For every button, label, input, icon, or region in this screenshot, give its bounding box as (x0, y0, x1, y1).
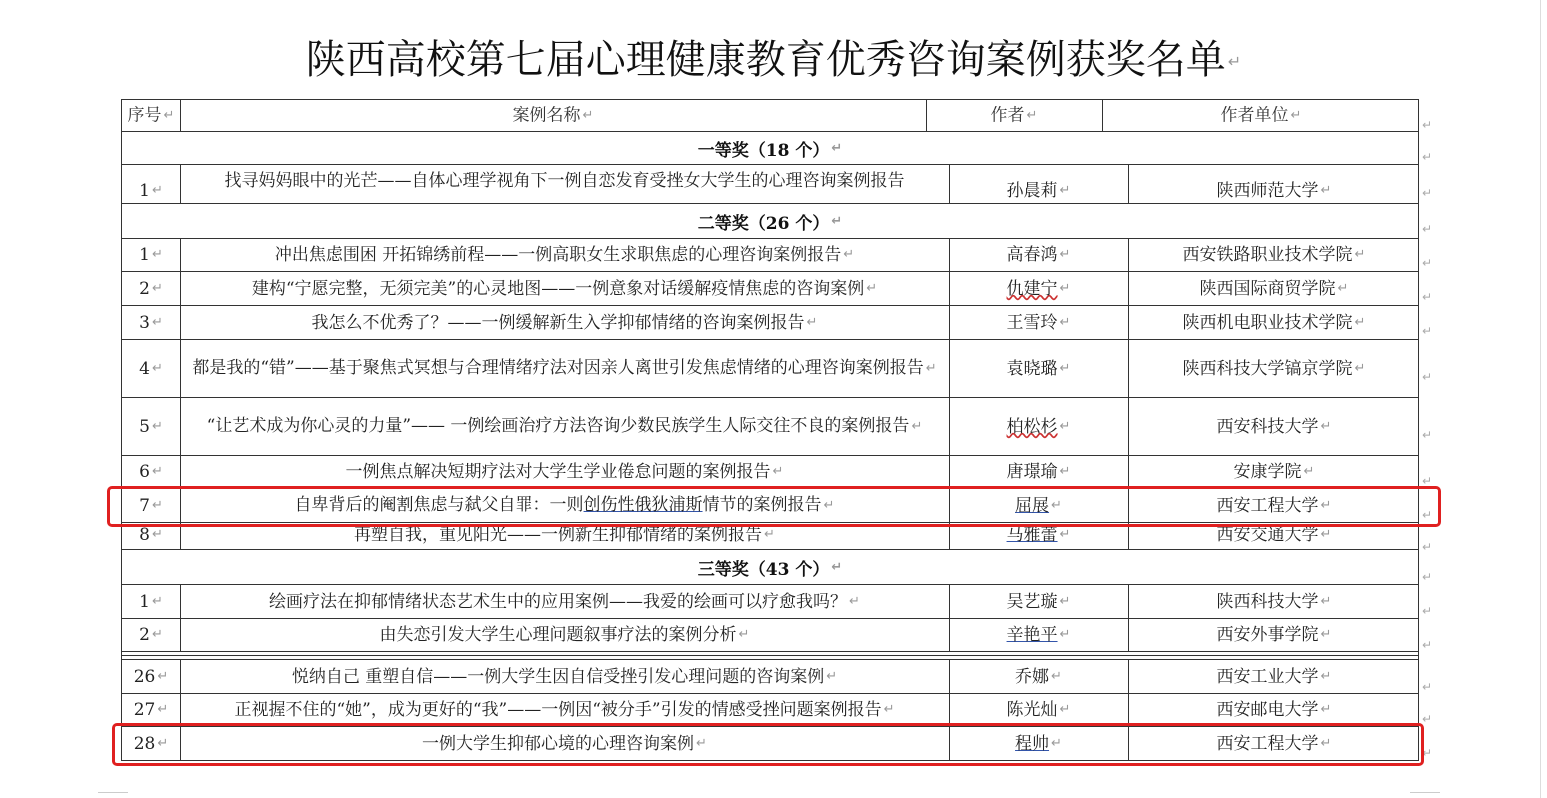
case-name: 再塑自我，重见阳光——一例新生抑郁情绪的案例报告 ↵ (354, 525, 775, 545)
case-name: 建构“宁愿完整，无须完美”的心灵地图——一例意象对话缓解疫情焦虑的咨询案例 ↵ (251, 278, 878, 299)
row-end-mark-icon: ↵ (1422, 508, 1433, 522)
row-end-mark-icon: ↵ (1422, 604, 1433, 618)
table-row: 6 ↵ 一例焦点解决短期疗法对大学生学业倦怠问题的案例报告 ↵ 唐璟瑜 ↵ 安康学院 ↵ (121, 456, 1419, 489)
table-row: 8 ↵ 再塑自我，重见阳光——一例新生抑郁情绪的案例报告 ↵ 马雅蕾 ↵ 西安交通大学 ↵ (121, 523, 1419, 550)
case-name: 悦纳自己 重塑自信——一例大学生因自信受挫引发心理问题的咨询案例 ↵ (291, 666, 838, 687)
case-name: 自卑背后的阉割焦虑与弑父自罪：一则创伤性俄狄浦斯情节的案例报告 ↵ (294, 495, 835, 516)
author: 孙晨莉 ↵ (1006, 181, 1071, 201)
unit: 陕西机电职业技术学院 ↵ (1182, 312, 1366, 333)
unit: 西安铁路职业技术学院 ↵ (1182, 245, 1366, 265)
page-corner-mark (1410, 792, 1440, 793)
author: 王雪玲 ↵ (1006, 312, 1071, 333)
paragraph-mark-icon: ↵ (1227, 52, 1242, 71)
table-header-row (121, 99, 1419, 132)
author: 马雅蕾 ↵ (1006, 525, 1071, 545)
table-row: 5 ↵ “让艺术成为你心灵的力量”—— 一例绘画治疗方法咨询少数民族学生人际交往不良的案例报告 ↵ 柏松杉 ↵ 西安科技大学 ↵ (121, 398, 1419, 456)
unit: 西安邮电大学 ↵ (1216, 700, 1332, 720)
table-row: 27 ↵ 正视握不住的“她”，成为更好的“我”——一例因“被分手”引发的情感受挫问题案例报告 ↵ 陈光灿 ↵ 西安邮电大学 ↵ (121, 694, 1419, 727)
unit: 西安外事学院 ↵ (1216, 625, 1332, 645)
row-end-mark-icon: ↵ (1422, 712, 1433, 726)
row-end-mark-icon: ↵ (1422, 186, 1433, 200)
section-second-prize: 二等奖（26 个） ↵ (121, 204, 1419, 239)
section-third-prize: 三等奖（43 个） ↵ (121, 550, 1419, 585)
unit: 西安工程大学 ↵ (1216, 733, 1332, 754)
unit: 西安工程大学 ↵ (1216, 495, 1332, 516)
row-end-mark-icon: ↵ (1422, 324, 1433, 338)
table-row: 2 ↵ 建构“宁愿完整，无须完美”的心灵地图——一例意象对话缓解疫情焦虑的咨询案例 ↵ 仇建宁 ↵ 陕西国际商贸学院 ↵ (121, 272, 1419, 306)
row-end-mark-icon: ↵ (1422, 428, 1433, 442)
case-name: 冲出焦虑围困 开拓锦绣前程——一例高职女生求职焦虑的心理咨询案例报告 ↵ (274, 245, 855, 265)
row-end-mark-icon: ↵ (1422, 746, 1433, 760)
case-name: 我怎么不优秀了？——一例缓解新生入学抑郁情绪的咨询案例报告 ↵ (311, 312, 818, 333)
row-end-mark-icon: ↵ (1422, 638, 1433, 652)
table-row: 1 ↵ 找寻妈妈眼中的光芒——自体心理学视角下一例自恋发育受挫女大学生的心理咨询案例报告 孙晨莉 ↵ 陕西师范大学 ↵ (121, 165, 1419, 204)
table-row-highlighted: 7 ↵ 自卑背后的阉割焦虑与弑父自罪：一则创伤性俄狄浦斯情节的案例报告 ↵ 屈展 ↵ 西安工程大学 ↵ (121, 489, 1419, 523)
author: 唐璟瑜 ↵ (1006, 462, 1071, 482)
case-name: 找寻妈妈眼中的光芒——自体心理学视角下一例自恋发育受挫女大学生的心理咨询案例报告 (224, 171, 905, 191)
author: 吴艺璇 ↵ (1006, 591, 1071, 612)
author: 袁晓璐 ↵ (1006, 358, 1071, 379)
author: 屈展 ↵ (1015, 495, 1062, 516)
unit: 陕西师范大学 ↵ (1216, 181, 1332, 201)
unit: 陕西科技大学镐京学院 ↵ (1182, 358, 1366, 379)
section-first-prize: 一等奖（18 个） ↵ (121, 132, 1419, 165)
case-name: 绘画疗法在抑郁情绪状态艺术生中的应用案例——我爱的绘画可以疗愈我吗？ ↵ (269, 591, 860, 612)
author: 程帅 ↵ (1015, 733, 1062, 754)
row-end-mark-icon: ↵ (1422, 256, 1433, 270)
unit: 陕西国际商贸学院 ↵ (1199, 278, 1349, 299)
table-row: 3 ↵ 我怎么不优秀了？——一例缓解新生入学抑郁情绪的咨询案例报告 ↵ 王雪玲 ↵ 陕西机电职业技术学院 ↵ (121, 306, 1419, 340)
table-row: 1 ↵ 绘画疗法在抑郁情绪状态艺术生中的应用案例——我爱的绘画可以疗愈我吗？ ↵ 吴艺璇 ↵ 陕西科技大学 ↵ (121, 585, 1419, 619)
unit: 西安工业大学 ↵ (1216, 666, 1332, 687)
case-name: 一例焦点解决短期疗法对大学生学业倦怠问题的案例报告 ↵ (345, 462, 784, 482)
table-row: 26 ↵ 悦纳自己 重塑自信——一例大学生因自信受挫引发心理问题的咨询案例 ↵ 乔娜 ↵ 西安工业大学 ↵ (121, 660, 1419, 694)
table-row: 1 ↵ 冲出焦虑围困 开拓锦绣前程——一例高职女生求职焦虑的心理咨询案例报告 ↵ 高春鸿 ↵ 西安铁路职业技术学院 ↵ (121, 239, 1419, 272)
table-row: 2 ↵ 由失恋引发大学生心理问题叙事疗法的案例分析 ↵ 辛艳平 ↵ 西安外事学院 ↵ (121, 619, 1419, 652)
unit: 陕西科技大学 ↵ (1216, 591, 1332, 612)
row-end-mark-icon: ↵ (1422, 290, 1433, 304)
table-row: 4 ↵ 都是我的“错”——基于聚焦式冥想与合理情绪疗法对因亲人离世引发焦虑情绪的心理咨询案例报告 ↵ 袁晓璐 ↵ 陕西科技大学镐京学院 ↵ (121, 340, 1419, 398)
case-name: “让艺术成为你心灵的力量”—— 一例绘画治疗方法咨询少数民族学生人际交往不良的案例报告 ↵ (206, 416, 923, 437)
case-name: 都是我的“错”——基于聚焦式冥想与合理情绪疗法对因亲人离世引发焦虑情绪的心理咨询案例报告 ↵ (192, 358, 937, 379)
header-case-name: 案例名称 ↵ (512, 105, 594, 126)
page-corner-mark (98, 792, 128, 793)
case-name: 一例大学生抑郁心境的心理咨询案例 ↵ (422, 733, 707, 754)
author: 乔娜 ↵ (1015, 666, 1062, 687)
row-end-mark-icon: ↵ (1422, 474, 1433, 488)
row-end-mark-icon: ↵ (1422, 118, 1433, 132)
author: 辛艳平 ↵ (1006, 625, 1071, 645)
unit: 西安科技大学 ↵ (1216, 416, 1332, 437)
row-end-mark-icon: ↵ (1422, 150, 1433, 164)
header-unit: 作者单位 ↵ (1220, 105, 1302, 126)
row-end-mark-icon: ↵ (1422, 680, 1433, 694)
author: 高春鸿 ↵ (1006, 245, 1071, 265)
table-row-highlighted: 28 ↵ 一例大学生抑郁心境的心理咨询案例 ↵ 程帅 ↵ 西安工程大学 ↵ (121, 727, 1419, 761)
row-end-mark-icon: ↵ (1422, 370, 1433, 384)
author: 陈光灿 ↵ (1006, 700, 1071, 720)
header-number: 序号 ↵ (127, 105, 175, 126)
case-name: 由失恋引发大学生心理问题叙事疗法的案例分析 ↵ (379, 625, 750, 645)
author: 柏松杉 ↵ (1006, 416, 1071, 437)
row-end-mark-icon: ↵ (1422, 222, 1433, 236)
author: 仇建宁 ↵ (1006, 278, 1071, 299)
unit: 西安交通大学 ↵ (1216, 525, 1332, 545)
page-margin-line (1540, 0, 1541, 798)
unit: 安康学院 ↵ (1233, 462, 1315, 482)
case-name: 正视握不住的“她”，成为更好的“我”——一例因“被分手”引发的情感受挫问题案例报告 ↵ (234, 700, 895, 720)
row-end-mark-icon: ↵ (1422, 540, 1433, 554)
header-author: 作者 ↵ (990, 105, 1038, 126)
row-end-mark-icon: ↵ (1422, 570, 1433, 584)
document-title: 陕西高校第七届心理健康教育优秀咨询案例获奖名单 ↵ (305, 37, 1242, 83)
